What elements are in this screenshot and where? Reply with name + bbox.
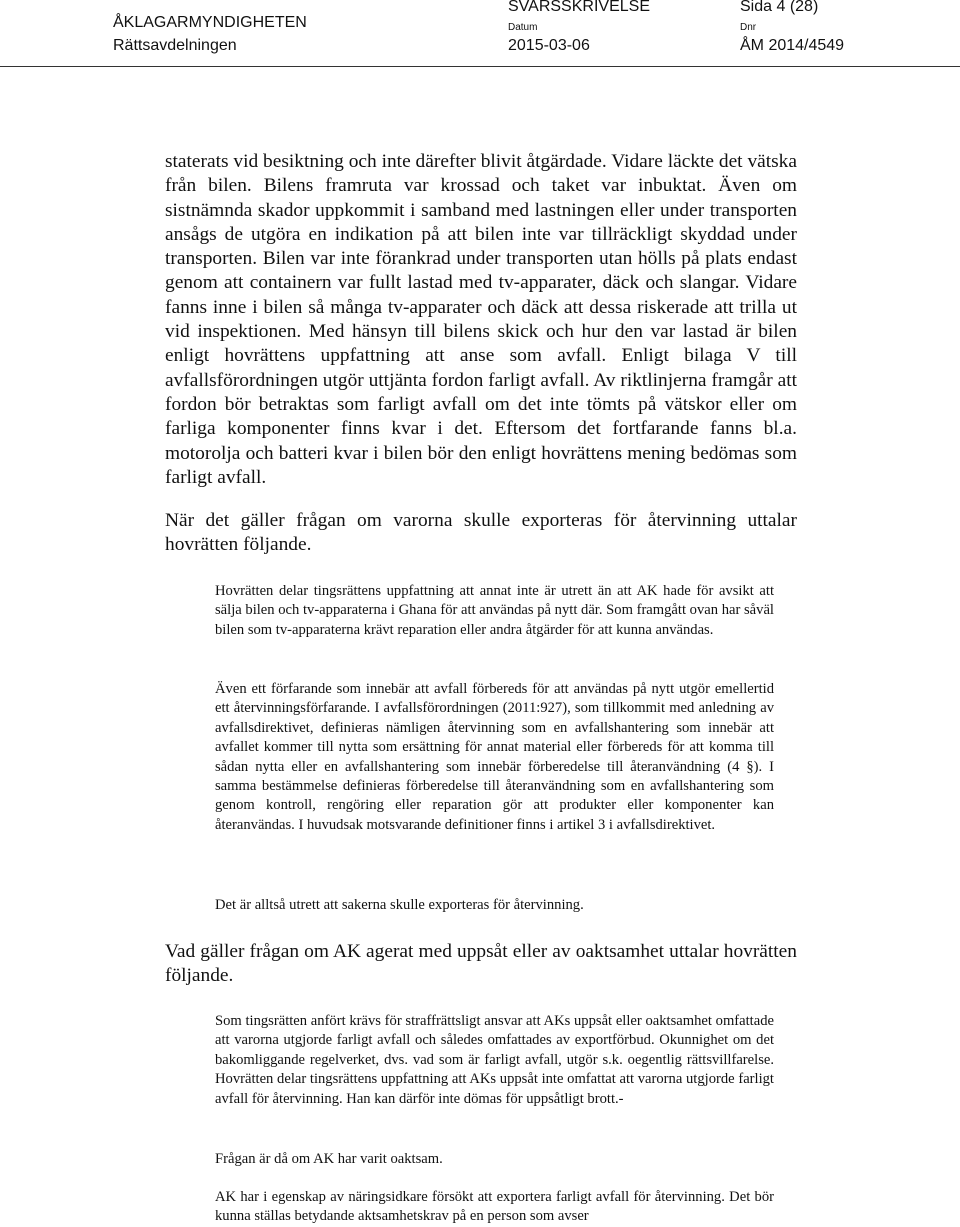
- document-date: 2015-03-06: [508, 37, 590, 54]
- authority-name: ÅKLAGARMYNDIGHETEN: [113, 14, 307, 31]
- quote-paragraph-5: Frågan är då om AK har varit oaktsam.: [215, 1151, 443, 1167]
- division-name: Rättsavdelningen: [113, 37, 237, 54]
- quote-paragraph-6: AK har i egenskap av näringsidkare försökt att exportera farligt avfall för återvinning. Det bör kunna ställas betydande aktsamhetskrav på en person som avser: [215, 1189, 774, 1225]
- document-type: SVARSSKRIVELSE: [508, 0, 650, 15]
- date-label: Datum: [508, 22, 538, 33]
- header-divider: [0, 66, 960, 67]
- quote-paragraph-2: Även ett förfarande som innebär att avfall förbereds för att användas på nytt utgör emellertid ett återvinningsförfarande. I avfallsförordningen (2011:927), som tillkommit med anledning av avfallsdirektivet, definieras nämligen återvinning som en avfallshantering som innebär att avfallet kommer till nytta som ersättning för annat material eller förbereds för att komma till sådan nytta eller en avfallshantering som innebär förberedelse till återanvändning (4 §). I samma bestämmelse definieras förberedelse till återanvändning som en avfallshantering som genom kontroll, rengöring eller reparation gör att produkter eller komponenter kan återanvändas. I huvudsak motsvarande definitioner finns i artikel 3 i avfallsdirektivet.: [215, 681, 774, 833]
- page-number: Sida 4 (28): [740, 0, 819, 15]
- body-paragraph-3: Vad gäller frågan om AK agerat med uppsåt eller av oaktsamhet uttalar hovrätten följande.: [165, 941, 797, 987]
- quote-paragraph-1: Hovrätten delar tingsrättens uppfattning att annat inte är utrett än att AK hade för avsikt att sälja bilen och tv-apparaterna i Ghana för att användas på nytt där. Som framgått ovan har såväl bilen som tv-apparaterna krävt reparation eller andra åtgärder för att kunna användas.: [215, 583, 774, 638]
- quote-paragraph-3: Det är alltså utrett att sakerna skulle exporteras för återvinning.: [215, 897, 584, 913]
- case-number: ÅM 2014/4549: [740, 37, 845, 54]
- body-paragraph-1: staterats vid besiktning och inte därefter blivit åtgärdade. Vidare läckte det vätska från bilen. Bilens framruta var krossad och taket var inbuktat. Även om sistnämnda skador uppkommit i samband med lastningen eller under transporten ansågs de utgöra en indikation på att bilen inte var tillräckligt skyddad under transporten. Bilen var inte förankrad under transporten utan hölls på plats endast genom att containern var fullt lastad med tv-apparater, däck och slangar. Vidare fanns inne i bilen så många tv-apparater och däck att dessa riskerade att trilla ut vid inspektionen. Med hänsyn till bilens skick och hur den var lastad är bilen enligt hovrättens uppfattning att anse som avfall. Enligt bilaga V till avfallsförordningen utgör uttjänta fordon farligt avfall. Av riktlinjerna framgår att fordon bör betraktas som farligt avfall om det inte tömts på vätskor eller om farliga komponenter finns kvar i det. Eftersom det fortfarande fanns bl.a. motorolja och batteri kvar i bilen bör den enligt hovrättens mening bedömas som farligt avfall.: [165, 151, 797, 488]
- dnr-label: Dnr: [740, 22, 757, 33]
- quote-paragraph-4: Som tingsrätten anfört krävs för straffrättsligt ansvar att AKs uppsåt eller oaktsamhet omfattade att varorna utgjorde farligt avfall och således omfattades av exportförbud. Okunnighet om det bakomliggande regelverket, dvs. vad som är farligt avfall, utgör s.k. oegentlig rättsvillfarelse. Hovrätten delar tingsrättens uppfattning att AKs uppsåt inte omfattat att varorna utgjorde farligt avfall för återvinning. Han kan därför inte dömas för uppsåtligt brott.-: [215, 1013, 774, 1107]
- body-paragraph-2: När det gäller frågan om varorna skulle exporteras för återvinning uttalar hovrätten följande.: [165, 510, 797, 556]
